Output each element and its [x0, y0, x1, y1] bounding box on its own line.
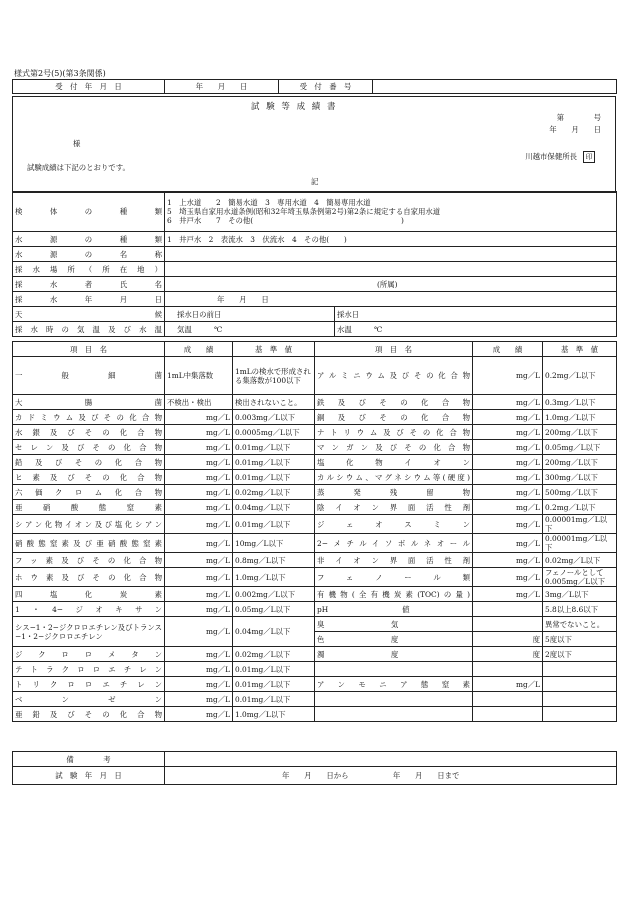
- standard-value: 300mg／L以下: [543, 470, 617, 485]
- standard-value: 200mg／L以下: [543, 425, 617, 440]
- standard-value: 0.01mg／L以下: [233, 455, 315, 470]
- standard-value: 1.0mg／L以下: [233, 568, 315, 587]
- result-cell[interactable]: 不検出・検出: [165, 395, 233, 410]
- test-date-label: 試 験 年 月 日: [13, 767, 165, 785]
- received-number-field[interactable]: [373, 80, 617, 94]
- item-name: 塩 化 物 イ オ ン: [315, 455, 473, 470]
- sampler-field[interactable]: [165, 277, 617, 292]
- standard-value: 0.01mg／L以下: [233, 440, 315, 455]
- result-cell[interactable]: mg／L: [165, 410, 233, 425]
- form-id: 様式第2号(5)(第3条関係): [14, 69, 106, 78]
- empty-cell[interactable]: [473, 707, 543, 722]
- column-item-left: 項 目 名: [13, 342, 165, 357]
- item-name: フッ素及びその化合物: [13, 553, 165, 568]
- weather-prev-day-label: 採水日の前日: [177, 309, 222, 319]
- received-date-field[interactable]: 年 月 日: [165, 80, 279, 94]
- item-name: シス−1・2−ジクロロエチレン及びトランス−1・2−ジクロロエチレン: [13, 617, 165, 647]
- standard-value: 0.01mg／L以下: [233, 515, 315, 534]
- result-cell[interactable]: mg／L: [473, 500, 543, 515]
- result-cell[interactable]: mg／L: [165, 617, 233, 647]
- result-cell[interactable]: 度: [473, 647, 543, 662]
- standard-value: 2度以下: [543, 647, 617, 662]
- item-name: ナトリウム及びその化合物: [315, 425, 473, 440]
- issuer-name: 川越市保健所長: [525, 152, 577, 161]
- standard-value: 5度以下: [543, 632, 617, 647]
- sampling-date-value: 年 月 日: [217, 294, 269, 304]
- empty-cell[interactable]: [315, 692, 473, 707]
- standard-value: 3mg／L以下: [543, 587, 617, 602]
- air-temp-label: 気温 ℃: [177, 324, 223, 334]
- weather-day[interactable]: [335, 307, 617, 322]
- result-cell[interactable]: mg／L: [473, 440, 543, 455]
- result-cell[interactable]: mg／L: [165, 587, 233, 602]
- result-cell[interactable]: mg／L: [165, 455, 233, 470]
- sample-type-label: 検 体 の 種 類: [13, 192, 165, 232]
- item-name: 鉛及びその化合物: [13, 455, 165, 470]
- result-cell[interactable]: 度: [473, 632, 543, 647]
- standard-value: 0.01mg／L以下: [233, 677, 315, 692]
- air-temp[interactable]: [165, 322, 335, 337]
- empty-cell: [543, 692, 617, 707]
- result-cell[interactable]: mg／L: [165, 425, 233, 440]
- item-name: 水銀及びその化合物: [13, 425, 165, 440]
- water-temp-label: 水温 ℃: [337, 324, 383, 334]
- result-cell[interactable]: mg／L: [165, 647, 233, 662]
- issuer: [525, 151, 595, 163]
- standard-value: 0.01mg／L以下: [233, 692, 315, 707]
- standard-value: 0.002mg／L以下: [233, 587, 315, 602]
- source-name-label: 水 源 の 名 称: [13, 247, 165, 262]
- standard-value: 0.00001mg／L以下: [543, 515, 617, 534]
- sample-type-line-2: 5 埼玉県自家用水道条例(昭和32年埼玉県条例第2号)第2条に規定する自家用水道: [167, 207, 441, 216]
- result-cell[interactable]: mg／L: [473, 568, 543, 587]
- item-name: アンモニア態窒素: [315, 677, 473, 692]
- result-cell[interactable]: mg／L: [165, 707, 233, 722]
- item-name: 2−メチルイソボルネオール: [315, 534, 473, 553]
- weather-label: 天 候: [13, 307, 165, 322]
- item-name: 大 腸 菌: [13, 395, 165, 410]
- standard-value: 0.01mg／L以下: [233, 470, 315, 485]
- item-name: フェノール類: [315, 568, 473, 587]
- item-name: 蒸 発 残 留 物: [315, 485, 473, 500]
- result-cell[interactable]: mg／L: [473, 455, 543, 470]
- standard-value: 0.02mg／L以下: [233, 647, 315, 662]
- certificate-date: 年 月 日: [549, 125, 601, 134]
- weather-prev-day[interactable]: [165, 307, 335, 322]
- sampling-date-label: 採 水 年 月 日: [13, 292, 165, 307]
- empty-cell[interactable]: [315, 707, 473, 722]
- source-name-field[interactable]: [165, 247, 617, 262]
- result-cell[interactable]: mg／L: [473, 515, 543, 534]
- location-label: 採 水 場 所 （ 所 在 地 ）: [13, 262, 165, 277]
- item-name: トリクロロエチレン: [13, 677, 165, 692]
- result-cell[interactable]: mg／L: [165, 534, 233, 553]
- item-name: 鉄及びその化合物: [315, 395, 473, 410]
- standard-value: 0.2mg／L以下: [543, 357, 617, 395]
- standard-value: 200mg／L以下: [543, 455, 617, 470]
- received-date-label: 受 付 年 月 日: [13, 80, 165, 94]
- standard-value: 検出されないこと。: [233, 395, 315, 410]
- empty-cell: [543, 707, 617, 722]
- standard-value: 1.0mg／L以下: [233, 707, 315, 722]
- weather-day-label: 採水日: [337, 309, 360, 319]
- standard-value: 0.05mg／L以下: [233, 602, 315, 617]
- sampler-label: 採 水 者 氏 名: [13, 277, 165, 292]
- empty-cell[interactable]: [473, 662, 543, 677]
- source-type-label: 水 源 の 種 類: [13, 232, 165, 247]
- result-cell[interactable]: mg／L: [165, 662, 233, 677]
- result-cell[interactable]: [473, 617, 543, 632]
- standard-value: 0.3mg／L以下: [543, 395, 617, 410]
- water-temp[interactable]: [335, 322, 617, 337]
- standard-value: 0.04mg／L以下: [233, 500, 315, 515]
- result-cell[interactable]: mg／L: [473, 677, 543, 692]
- standard-value: 0.02mg／L以下: [233, 485, 315, 500]
- item-name: カルシウム、マグネシウム等(硬度): [315, 470, 473, 485]
- result-cell[interactable]: mg／L: [473, 553, 543, 568]
- reception-table: [12, 79, 617, 94]
- column-result-left: 成 績: [165, 342, 233, 357]
- item-name: アルミニウム及びその化合物: [315, 357, 473, 395]
- item-name: セレン及びその化合物: [13, 440, 165, 455]
- item-name: 四 塩 化 炭 素: [13, 587, 165, 602]
- result-cell[interactable]: mg／L: [165, 677, 233, 692]
- empty-cell[interactable]: [473, 692, 543, 707]
- result-cell[interactable]: mg／L: [165, 602, 233, 617]
- seal-icon: 印: [583, 151, 595, 163]
- standard-value: 0.01mg／L以下: [233, 662, 315, 677]
- item-name: 六価クロム化合物: [13, 485, 165, 500]
- standard-value: 0.003mg／L以下: [233, 410, 315, 425]
- result-cell[interactable]: mg／L: [165, 470, 233, 485]
- standard-value: 0.0005mg／L以下: [233, 425, 315, 440]
- standard-value: 1.0mg／L以下: [543, 410, 617, 425]
- result-cell[interactable]: mg／L: [473, 357, 543, 395]
- item-name: 濁 度: [315, 647, 473, 662]
- column-standard-right: 基 準 値: [543, 342, 617, 357]
- empty-cell: [543, 662, 617, 677]
- statement: 試験成績は下記のとおりです。: [27, 163, 130, 172]
- item-name: 非イオン界面活性剤: [315, 553, 473, 568]
- received-number-label: 受 付 番 号: [279, 80, 373, 94]
- result-cell[interactable]: 1mL中集落数: [165, 357, 233, 395]
- standard-value: 0.04mg／L以下: [233, 617, 315, 647]
- item-name: テトラクロロエチレン: [13, 662, 165, 677]
- certificate-header: [12, 96, 616, 193]
- results-table: [12, 341, 617, 722]
- test-date-field[interactable]: [165, 767, 617, 785]
- source-type-options[interactable]: 1 井戸水 2 表流水 3 伏流水 4 その他( ): [165, 232, 617, 247]
- standard-value: 0.05mg／L以下: [543, 440, 617, 455]
- empty-cell[interactable]: [315, 662, 473, 677]
- item-name: 銅及びその化合物: [315, 410, 473, 425]
- addressee-suffix: 様: [73, 139, 81, 148]
- item-name: 臭 気: [315, 617, 473, 632]
- item-name: マンガン及びその化合物: [315, 440, 473, 455]
- sampling-date-field[interactable]: [165, 292, 617, 307]
- standard-value: 0.00001mg／L以下: [543, 534, 617, 553]
- standard-value: 0.02mg／L以下: [543, 553, 617, 568]
- standard-value: 1mLの検水で形成される集落数が100以下: [233, 357, 315, 395]
- standard-value: フェノールとして0.005mg／L以下: [543, 568, 617, 587]
- standard-value: 異常でないこと。: [543, 617, 617, 632]
- result-cell[interactable]: mg／L: [473, 587, 543, 602]
- column-result-right: 成 績: [473, 342, 543, 357]
- item-name: ベ ン ゼ ン: [13, 692, 165, 707]
- standard-value: 0.8mg／L以下: [233, 553, 315, 568]
- item-name: 亜硝酸態窒素: [13, 500, 165, 515]
- item-name: シアン化物イオン及び塩化シアン: [13, 515, 165, 534]
- result-cell[interactable]: mg／L: [165, 553, 233, 568]
- result-cell[interactable]: mg／L: [165, 500, 233, 515]
- standard-value: 10mg／L以下: [233, 534, 315, 553]
- result-cell[interactable]: mg／L: [473, 534, 543, 553]
- result-cell[interactable]: [473, 602, 543, 617]
- item-name: ヒ素及びその化合物: [13, 470, 165, 485]
- document-title: 試 験 等 成 績 書: [251, 102, 338, 112]
- footer-table: [12, 751, 617, 785]
- item-name: ジェオスミン: [315, 515, 473, 534]
- item-name: 亜鉛及びその化合物: [13, 707, 165, 722]
- column-standard-left: 基 準 値: [233, 342, 315, 357]
- result-cell[interactable]: mg／L: [165, 515, 233, 534]
- ki-label: 記: [311, 177, 319, 186]
- item-name: 1・4−ジオキサン: [13, 602, 165, 617]
- item-name: 陰イオン界面活性剤: [315, 500, 473, 515]
- result-cell[interactable]: mg／L: [473, 485, 543, 500]
- affiliation-label: (所属): [377, 279, 398, 289]
- certificate-number: 第 号: [556, 113, 601, 122]
- sample-type-line-1: 1 上水道 2 簡易水道 3 専用水道 4 簡易専用水道: [167, 198, 371, 207]
- result-cell[interactable]: mg／L: [165, 440, 233, 455]
- column-item-right: 項 目 名: [315, 342, 473, 357]
- location-field[interactable]: [165, 262, 617, 277]
- item-name: 有機物(全有機炭素(TOC)の量): [315, 587, 473, 602]
- standard-value: 500mg／L以下: [543, 485, 617, 500]
- item-name: pH 値: [315, 602, 473, 617]
- result-cell[interactable]: mg／L: [473, 470, 543, 485]
- result-cell[interactable]: mg／L: [473, 425, 543, 440]
- item-name: 一 般 細 菌: [13, 357, 165, 395]
- item-name: ジクロロメタン: [13, 647, 165, 662]
- item-name: 硝酸態窒素及び亜硝酸態窒素: [13, 534, 165, 553]
- result-cell[interactable]: mg／L: [165, 485, 233, 500]
- standard-value: [543, 677, 617, 692]
- remarks-label: 備 考: [13, 752, 165, 767]
- sample-type-line-3: 6 井戸水 7 その他( ): [167, 216, 404, 225]
- temp-label: 採 水 時 の 気 温 及 び 水 温: [13, 322, 165, 337]
- result-cell[interactable]: mg／L: [473, 410, 543, 425]
- result-cell[interactable]: mg／L: [165, 568, 233, 587]
- item-name: カドミウム及びその化合物: [13, 410, 165, 425]
- standard-value: 5.8以上8.6以下: [543, 602, 617, 617]
- sample-type-options[interactable]: [165, 192, 617, 232]
- standard-value: 0.2mg／L以下: [543, 500, 617, 515]
- result-cell[interactable]: mg／L: [473, 395, 543, 410]
- sample-info-table: [12, 191, 617, 337]
- item-name: ホウ素及びその化合物: [13, 568, 165, 587]
- test-date-value: 年 月 日から 年 月 日まで: [282, 771, 460, 780]
- item-name: 色 度: [315, 632, 473, 647]
- remarks-field[interactable]: [165, 752, 617, 767]
- result-cell[interactable]: mg／L: [165, 692, 233, 707]
